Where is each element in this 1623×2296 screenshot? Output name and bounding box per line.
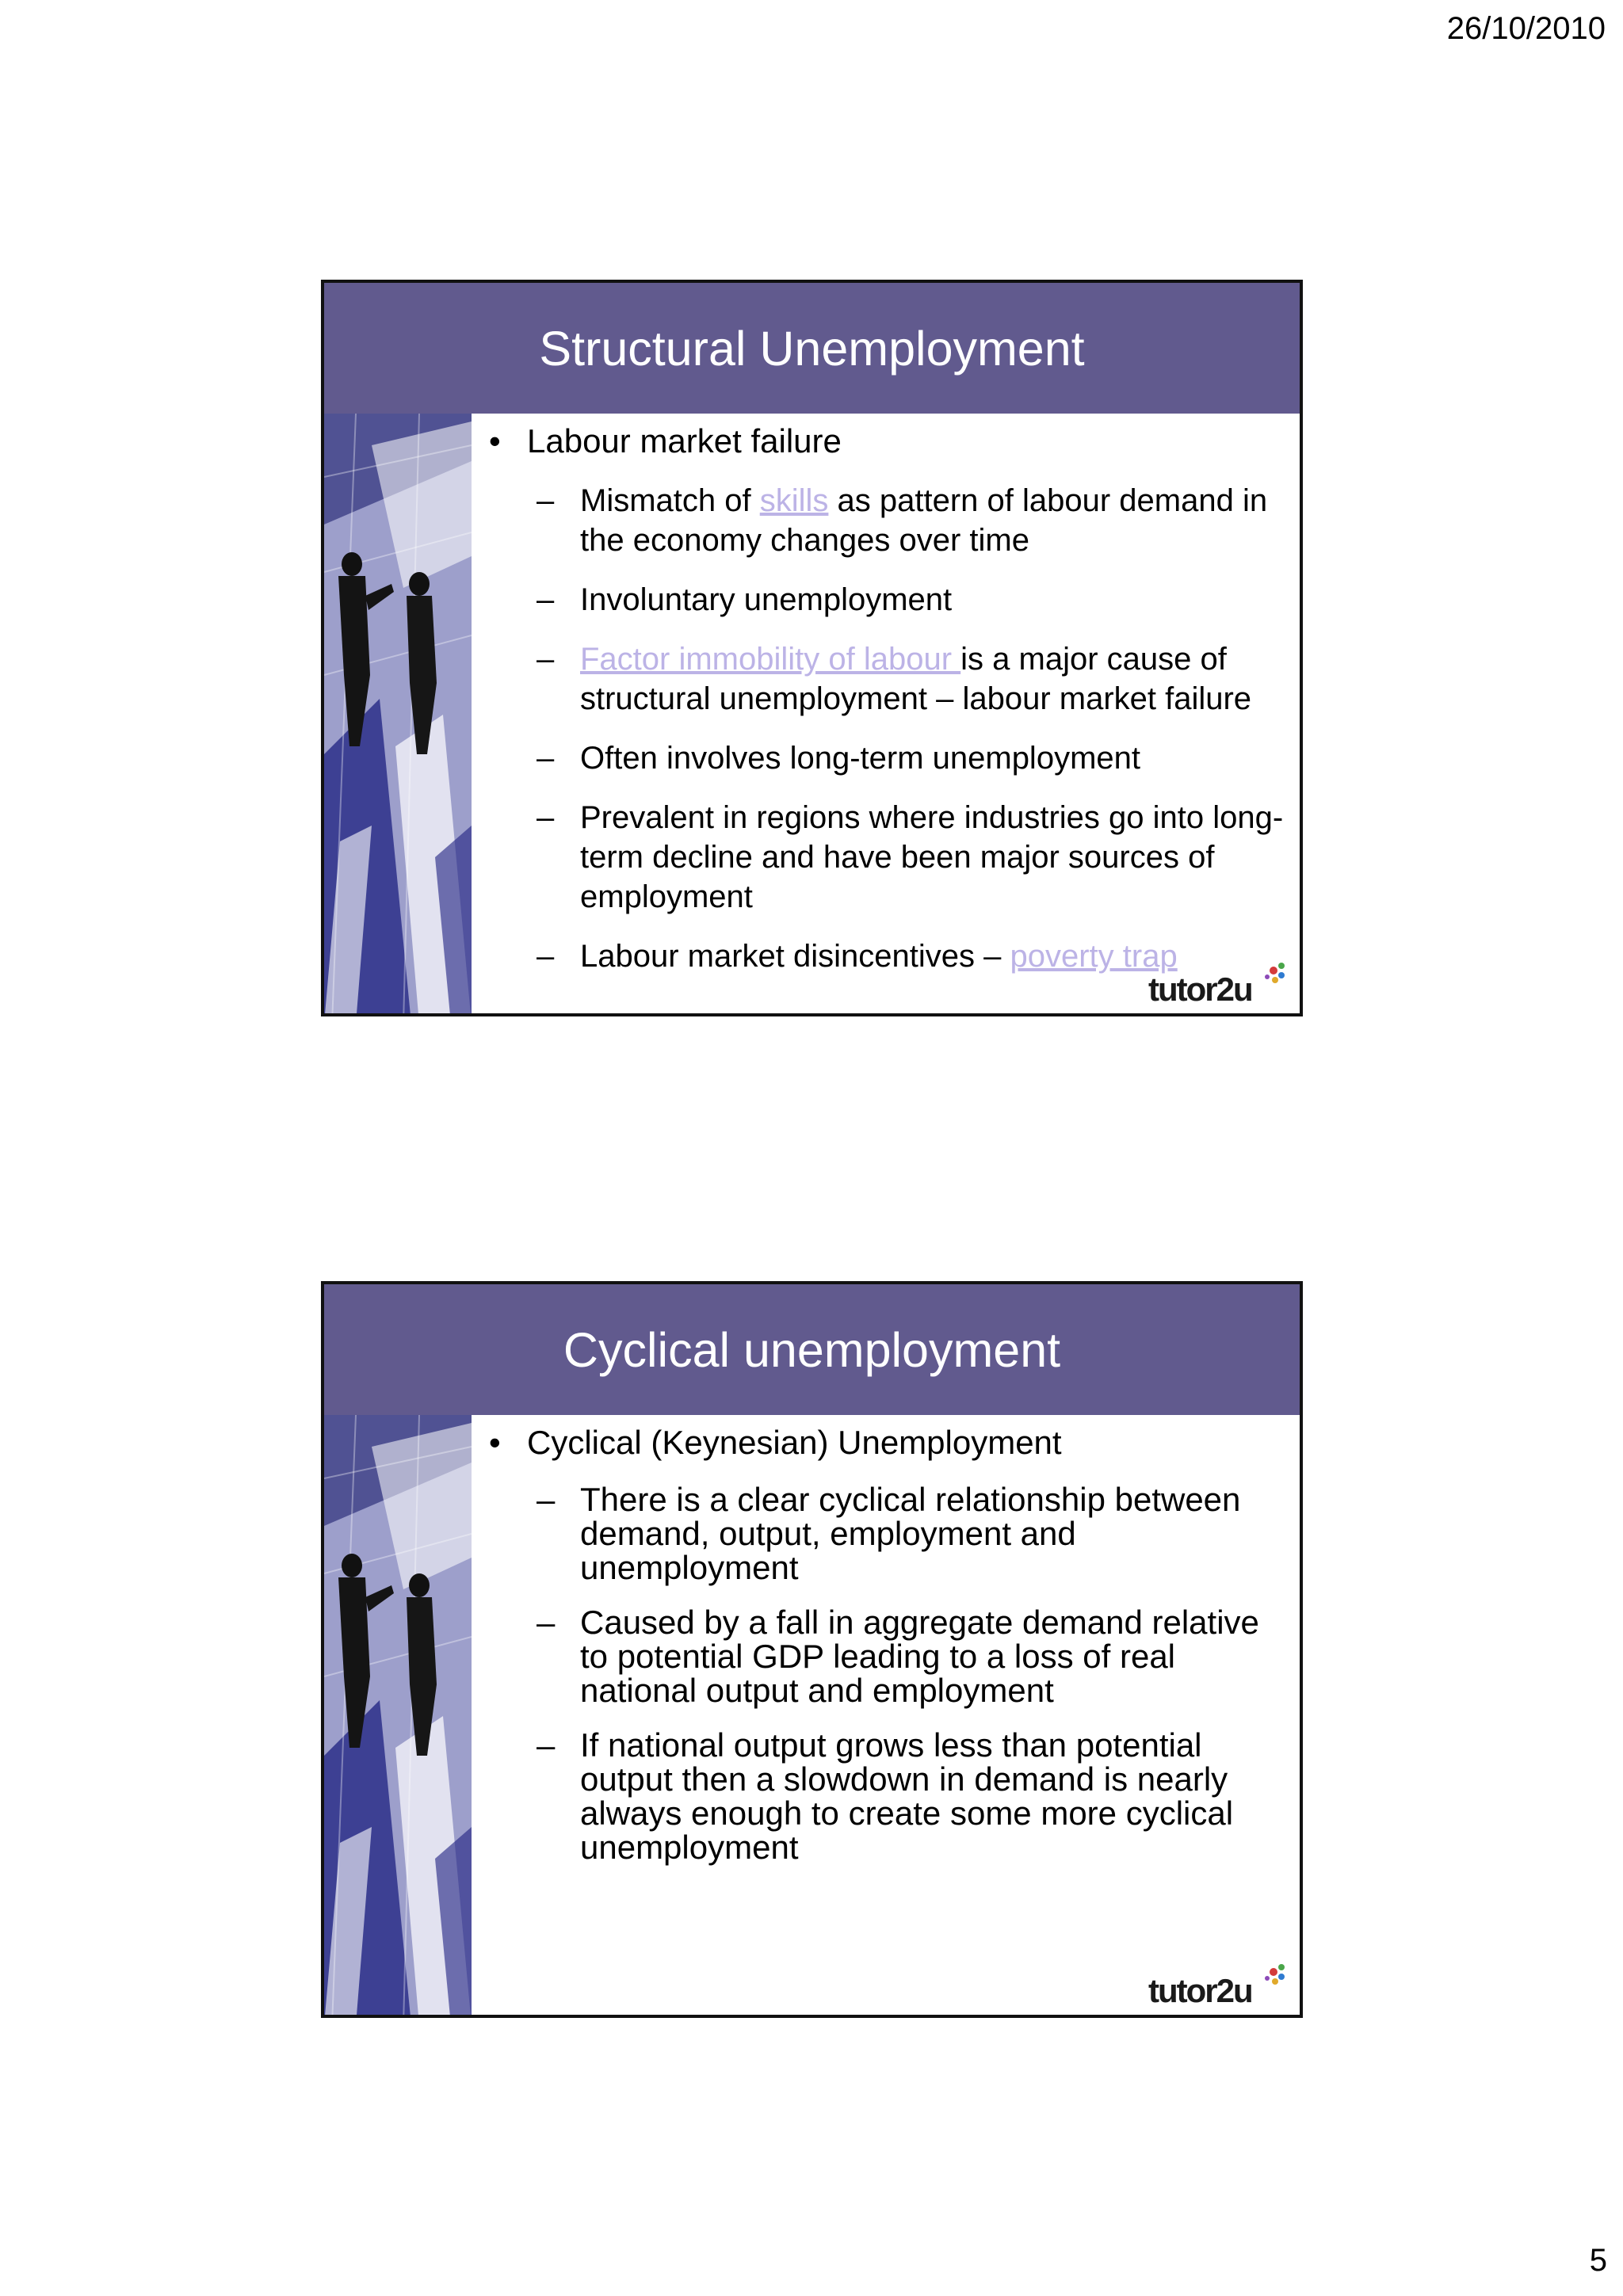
page-number: 5: [1589, 2243, 1607, 2278]
svg-text:tutor2u: tutor2u: [1148, 1972, 1252, 2008]
sub-bullet-disincentives: – Labour market disincentives – poverty trap: [537, 936, 1293, 976]
sub-bullet-prevalent: – Prevalent in regions where industries go into long-term decline and have been major sources of employment: [537, 798, 1293, 917]
sub-bullet-fall-in-demand: – Caused by a fall in aggregate demand relative to potential GDP leading to a loss of real national output and employment: [537, 1604, 1259, 1709]
dash-icon: –: [537, 642, 555, 677]
factor-immobility-link[interactable]: Factor immobility of labour: [580, 642, 961, 677]
sub-bullet-slowdown: – If national output grows less than potential output then a slowdown in demand is nearly always enough to create some more cyclical unemployment: [537, 1726, 1234, 1866]
slide-body: [472, 414, 1300, 1013]
dash-icon: –: [537, 483, 555, 518]
slide-cyclical-unemployment: [321, 1281, 1303, 2018]
bullet-icon: •: [489, 1424, 501, 1461]
slide-title: Structural Unemployment: [324, 283, 1300, 414]
dash-icon: –: [537, 741, 555, 776]
document-date: 26/10/2010: [1446, 11, 1606, 46]
svg-text:tutor2u: tutor2u: [1148, 971, 1252, 1007]
slide-body: [472, 1415, 1300, 2015]
slide-title: Cyclical unemployment: [324, 1284, 1300, 1415]
slide-structural-unemployment: [321, 280, 1303, 1016]
skills-link[interactable]: skills: [759, 483, 829, 518]
tutor2u-logo: [1148, 1961, 1287, 2008]
bullet-icon: •: [489, 422, 501, 460]
dash-icon: –: [537, 1726, 556, 1764]
sub-bullet-mismatch: – Mismatch of skills as pattern of labour demand in the economy changes over time: [537, 481, 1293, 560]
bullet-cyclical-keynesian: • Cyclical (Keynesian) Unemployment: [489, 1424, 1062, 1461]
dash-icon: –: [537, 1604, 556, 1641]
business-people-photo: [324, 1415, 472, 2015]
dash-icon: –: [537, 582, 555, 617]
dash-icon: –: [537, 800, 555, 835]
sub-bullet-involuntary: – Involuntary unemployment: [537, 580, 1293, 620]
tutor2u-logo: [1148, 959, 1287, 1007]
bullet-labour-market-failure: • Labour market failure: [489, 422, 842, 460]
dash-icon: –: [537, 939, 555, 974]
sub-bullet-long-term: – Often involves long-term unemployment: [537, 738, 1293, 778]
sub-bullet-factor-immobility: – Factor immobility of labour is a major cause of structural unemployment – labour market failure: [537, 639, 1293, 719]
business-people-photo: [324, 414, 472, 1013]
poverty-trap-link[interactable]: poverty trap: [1010, 939, 1178, 974]
sub-bullet-relationship: – There is a clear cyclical relationship between demand, output, employment and unemployment: [537, 1481, 1241, 1586]
dash-icon: –: [537, 1481, 556, 1518]
